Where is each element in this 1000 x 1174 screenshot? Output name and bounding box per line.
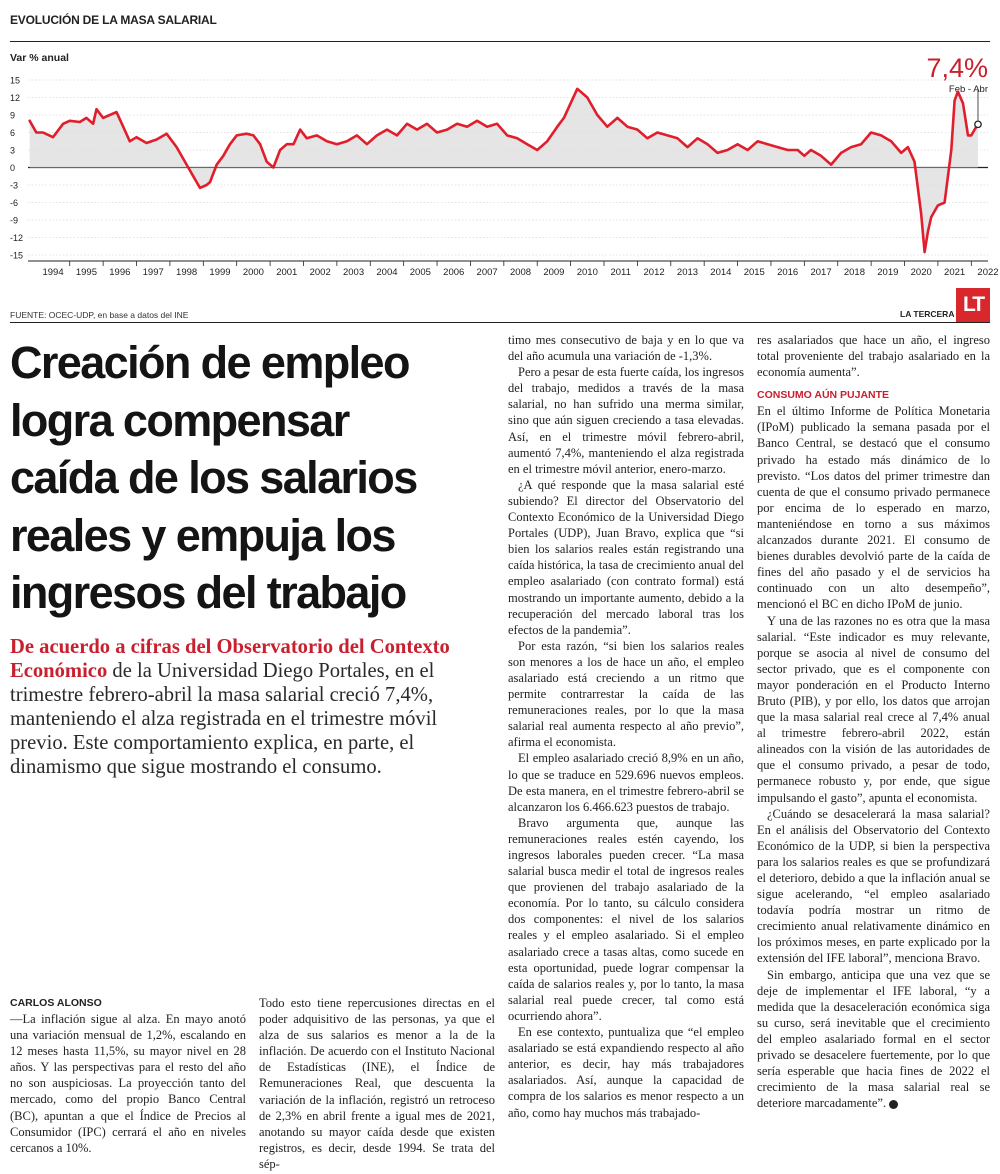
body-paragraph: —La inflación sigue al alza. En mayo anotó una variación mensual de 1,2%, escalando en 12 meses hasta 11,5%, su mayor nivel en 28 años. Y las perspectivas para el resto del año no son auspiciosas. La proyección tanto del mercado, como del propio Banco Central (BC), apuntan a que el Índice de Precios al Consumidor (IPC) cerrará el año en niveles cercanos a 10%.	[10, 1012, 246, 1155]
body-paragraph: ¿A qué responde que la masa salarial esté subiendo? El director del Observatorio del Contexto Económico de la Universidad Diego Portales (UDP), Juan Bravo, explica que “si bien los salarios reales están registrando una caída histórica, la tasa de crecimiento anual del empleo asalariado (con contrato formal) está mostrando un importante aumento, debido a la recuperación del mercado laboral tras los efectos de la pandemia”.	[508, 477, 744, 637]
y-tick-label: 12	[10, 93, 21, 103]
headline-line: reales y empuja los	[10, 509, 395, 561]
masa-salarial-chart	[0, 44, 1000, 304]
x-tick-label: 2002	[309, 267, 331, 278]
body-paragraph: Por esta razón, “si bien los salarios reales son menores a los de hace un año, el empleo asalariado está creciendo a un ritmo que permite contrarrestar la caída de las remuneraciones reales, por lo que la masa salarial real aumenta respecto al año previo”, afirma el economista.	[508, 638, 744, 750]
x-tick-label: 2005	[409, 267, 431, 278]
body-paragraph: En el último Informe de Política Monetaria (IPoM) publicado la semana pasada por el Banco Central, se destacó que el consumo privado ha estado más dinámico de lo previsto. “Los datos del primer trimestre dan cuenta de que el consumo privado permanece por encima de lo esperado en marzo, manteniéndose en torno a sus máximos alcanzados durante 2021. El consumo de bienes durables devolvió parte de la caída de fines del año pasado y el de servicios ha continuado con un alto desempeño”, mencionó el BC en dicho IPoM de junio.	[757, 404, 990, 612]
x-tick-label: 2019	[877, 267, 899, 278]
series-line	[30, 89, 978, 252]
x-tick-label: 2012	[643, 267, 665, 278]
headline-line: logra compensar	[10, 394, 349, 446]
body-paragraph: Todo esto tiene repercusiones directas en el poder adquisitivo de las personas, ya que el alza de sus salarios es menor a la de la inflación. De acuerdo con el Instituto Nacional de Estadísticas (INE), el Índice de Remuneraciones Real, que descuenta la variación de la inflación, registró un retroceso de 2,3% en abril frente a igual mes de 2021, anotando su mayor caída desde que existen registros, es decir, desde 1994. Se trata del sép-	[259, 996, 495, 1171]
x-tick-label: 1995	[75, 267, 98, 278]
y-tick-label: 3	[10, 145, 16, 156]
x-tick-label: 2015	[743, 267, 765, 278]
x-tick-label: 2003	[342, 267, 365, 278]
body-paragraph: ¿Cuándo se desacelerará la masa salarial? En el análisis del Observatorio del Contexto Económico de la UDP, si bien la perspectiva para los salarios reales es que se profundizará el deterioro, debido a que la inflación anual se sigue acelerando, “el empleo asalariado todavía podría mostrar un ritmo de crecimiento anual relativamente dinámico en los próximos meses, en parte explicado por la extensión del IFE laboral”, menciona Bravo.	[757, 806, 990, 966]
body-paragraph: timo mes consecutivo de baja y en lo que va del año acumula una variación de -1,3%.	[508, 333, 744, 364]
chart-source: FUENTE: OCEC-UDP, en base a datos del INE	[10, 310, 189, 320]
column-3	[508, 332, 744, 1121]
x-tick-label: 2007	[476, 267, 498, 278]
y-tick-label: 0	[10, 163, 16, 173]
end-mark-icon	[889, 1100, 898, 1109]
y-tick-label: 9	[10, 110, 16, 121]
y-tick-label: -6	[10, 198, 19, 208]
x-tick-label: 1994	[42, 267, 64, 278]
top-rule	[10, 41, 990, 42]
x-tick-label: 2018	[843, 267, 866, 278]
body-paragraph: Y una de las razones no es otra que la masa salarial. “Este indicador es muy relevante, porque se asocia al nivel de consumo del sector privado, que es el componente con mayor ponderación en el Producto Interno Bruto (PIB), y por ello, los datos que arrojan que la masa salarial real crece al 7,4% anual al trimestre febrero-abril 2022, están alineados con la visión de las autoridades de que el consumo privado, a pesar de todo, permanece robusto y, por ende, que sigue impulsando el gasto”, apunta el economista.	[757, 613, 990, 805]
headline-line: caída de los salarios	[10, 452, 417, 503]
x-tick-label: 1996	[109, 267, 131, 278]
byline: CARLOS ALONSO	[10, 997, 102, 1009]
x-tick-label: 2021	[944, 267, 966, 278]
y-tick-label: -3	[10, 180, 19, 191]
x-tick-label: 2004	[376, 267, 398, 278]
x-tick-label: 2008	[509, 267, 532, 278]
x-tick-label: 1998	[176, 267, 198, 278]
column-1	[10, 995, 246, 1156]
section-title: EVOLUCIÓN DE LA MASA SALARIAL	[10, 13, 217, 27]
y-tick-label: -15	[10, 250, 24, 261]
y-tick-label: 15	[10, 75, 21, 86]
lt-logo: LT	[956, 288, 990, 322]
column-2	[259, 995, 495, 1172]
headline-line: ingresos del trabajo	[10, 567, 406, 618]
lead-text: de la Universidad Diego Portales, en el	[107, 660, 435, 683]
x-tick-label: 2016	[777, 267, 799, 278]
x-tick-label: 1999	[209, 267, 231, 278]
lead-text: dinamismo que sigue mostrando el consumo.	[10, 756, 382, 779]
highlight-period: Feb - Abr	[948, 84, 988, 95]
headline-line: Creación de empleo	[10, 337, 409, 388]
lead-text: trimestre febrero-abril la masa salarial creció 7,4%,	[10, 684, 434, 707]
last-point-marker	[975, 121, 981, 127]
x-tick-label: 2000	[242, 267, 264, 278]
x-tick-label: 2022	[977, 267, 999, 278]
body-paragraph: res asalariados que hace un año, el ingreso total proveniente del trabajo asalariado en la economía aumenta”.	[757, 333, 990, 380]
y-tick-label: 6	[10, 128, 16, 138]
divider-rule	[10, 322, 990, 323]
lead-text: previo. Este comportamiento explica, en parte, el	[10, 732, 415, 755]
column-4	[757, 332, 990, 1111]
body-paragraph	[757, 967, 990, 1112]
y-tick-label: -12	[10, 233, 24, 243]
x-tick-label: 2006	[443, 267, 465, 278]
series-area	[30, 89, 978, 252]
x-tick-label: 2001	[276, 267, 298, 278]
x-tick-label: 2010	[576, 267, 598, 278]
lead-paragraph	[10, 635, 490, 780]
x-tick-label: 2017	[810, 267, 832, 278]
body-text: Sin embargo, anticipa que una vez que se deje de implementar el IFE laboral, “y a medida que la desaceleración económica siga su curso, será inevitable que el crecimiento del empleo asalariado formal en el sector privado se desacelere fuertemente, por lo que sería esperable que hacia fines de 2022 el crecimiento de la masa salarial real se deteriore marcadamente”.	[757, 967, 990, 1111]
body-paragraph: En ese contexto, puntualiza que “el empleo asalariado se está expandiendo respecto al año anterior, es decir, hay más trabajadores asalariados. Así, aunque la capacidad de compra de los salarios es menor respecto a un año, como hay muchos más trabajado-	[508, 1025, 744, 1120]
body-paragraph: Bravo argumenta que, aunque las remuneraciones reales estén cayendo, los ingresos laborales pueden crecer. “La masa salarial busca medir el total de ingresos reales que provienen del trabajo asalariado de la economía. Por lo tanto, su cálculo considera dos componentes: el nivel de los salarios reales y el empleo asalariado. Si el empleo asalariado crece a tasas altas, como sucede en esta oportunidad, puede lograr compensar la caída de salarios reales y, por lo tanto, la masa salarial real puede crecer, tal como está ocurriendo ahora”.	[508, 815, 744, 1023]
body-paragraph: El empleo asalariado creció 8,9% en un año, lo que se traduce en 529.696 nuevos empleos. De esta manera, en el trimestre febrero-abril se alcanzaron los 6.466.623 puestos de trabajo.	[508, 751, 744, 814]
x-tick-label: 2013	[676, 267, 699, 278]
y-axis-label: Var % anual	[10, 52, 69, 64]
x-tick-label: 2009	[543, 267, 565, 278]
x-tick-label: 2011	[610, 267, 631, 278]
highlight-value: 7,4%	[926, 53, 988, 83]
headline	[10, 334, 495, 622]
lead-highlight: De acuerdo a cifras del Observatorio del Contexto	[10, 636, 450, 658]
body-paragraph: Pero a pesar de esta fuerte caída, los ingresos del trabajo, medidos a través de la masa salarial, no han sufrido una merma similar, sino que aún siguen creciendo a tasa elevadas. Así, en el trimestre móvil febrero-abril, aumentó 7,4%, manteniendo el alza registrada en el trimestre móvil anterior, enero-marzo.	[508, 365, 744, 476]
x-tick-label: 1997	[142, 267, 164, 278]
lead-text: manteniendo el alza registrada en el trimestre móvil	[10, 708, 438, 731]
brand-name: LA TERCERA	[900, 309, 955, 319]
lead-highlight: Económico	[10, 660, 108, 683]
x-tick-label: 2020	[910, 267, 932, 278]
x-tick-label: 2014	[710, 267, 732, 278]
y-tick-label: -9	[10, 215, 19, 226]
subheading: CONSUMO AÚN PUJANTE	[757, 389, 890, 402]
